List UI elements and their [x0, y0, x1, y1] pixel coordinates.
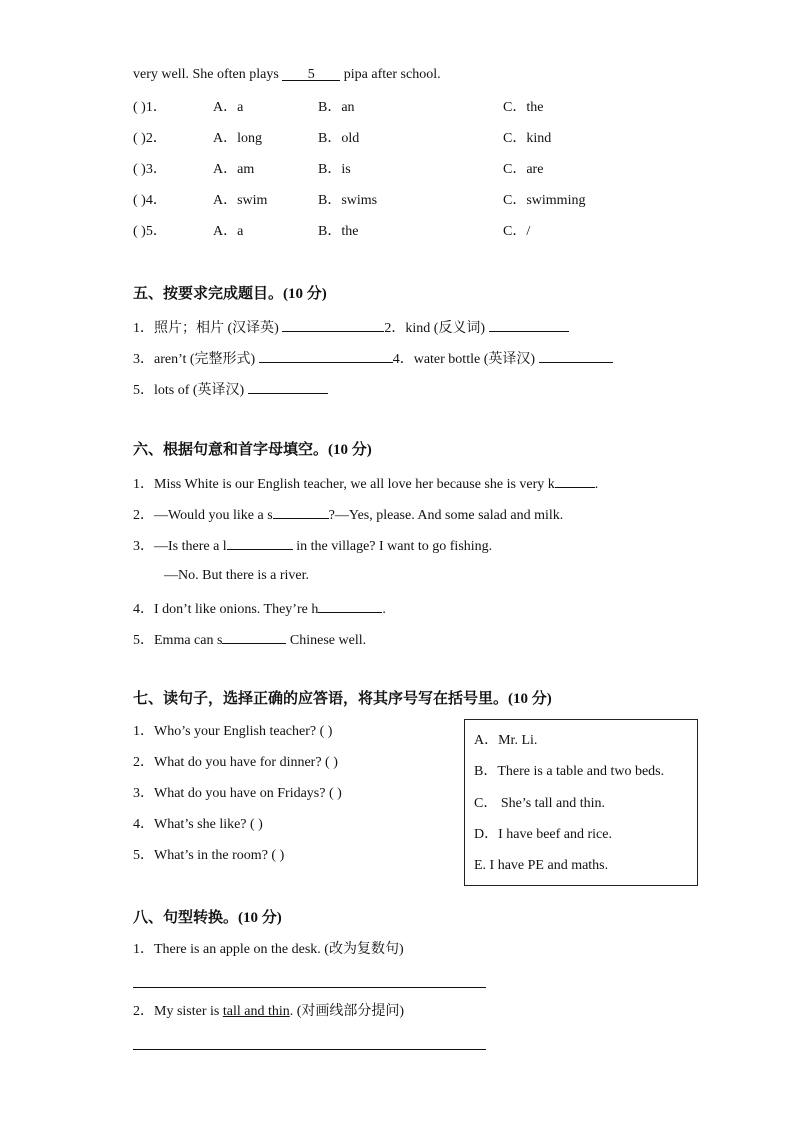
passage-blank-5[interactable]: 5: [282, 66, 340, 81]
s5-q1-blank[interactable]: [282, 317, 384, 332]
s6-q3-reply: —No. But there is a river.: [164, 568, 310, 583]
mc-paren-3[interactable]: ( )3．: [133, 162, 167, 177]
s8-q2-answer-line[interactable]: [133, 1049, 486, 1050]
s6-q1: [133, 473, 598, 494]
answer-option-b: B．There is a table and two beds.: [474, 764, 665, 779]
s6-q3-text: 3．—Is there a l: [133, 539, 227, 554]
mc-option-c-1: C．the: [503, 100, 544, 115]
s6-q4-text: 4．I don’t like onions. They’re h: [133, 602, 319, 617]
mc-option-a-3: A．am: [213, 162, 255, 177]
s5-q3-label: 3．aren’t (完整形式): [133, 352, 256, 367]
mc-option-b-1: B．an: [318, 100, 355, 115]
s6-q3: [133, 535, 492, 556]
mc-option-b-5: B．the: [318, 224, 359, 239]
mc-paren-4[interactable]: ( )4．: [133, 193, 167, 208]
s5-q4-blank[interactable]: [539, 348, 613, 363]
mc-option-b-2: B．old: [318, 131, 360, 146]
s8-q1-answer-line[interactable]: [133, 987, 486, 988]
s5-row-3: [133, 379, 328, 400]
s5-q2-label: 2．kind (反义词): [384, 321, 486, 336]
s7-question-4[interactable]: 4．What’s she like? ( ): [133, 817, 263, 832]
passage-text: very well. She often plays: [133, 67, 283, 82]
s6-q3-end: in the village? I want to go fishing.: [292, 539, 493, 554]
mc-option-b-3: B．is: [318, 162, 351, 177]
s6-q1-text: 1．Miss White is our English teacher, we all love her because she is very k: [133, 477, 555, 492]
mc-option-b-4: B．swims: [318, 193, 378, 208]
mc-option-a-1: A．a: [213, 100, 244, 115]
s6-q1-end: .: [594, 477, 599, 492]
mc-option-a-2: A．long: [213, 131, 262, 146]
s7-question-3[interactable]: 3．What do you have on Fridays? ( ): [133, 786, 342, 801]
s8-q2-text: 2．My sister is: [133, 1004, 223, 1019]
answer-option-c: C． She’s tall and thin.: [474, 796, 606, 811]
s6-q3-blank[interactable]: [227, 535, 293, 550]
passage-end-line: [133, 66, 441, 84]
mc-option-c-4: C．swimming: [503, 193, 586, 208]
s6-q2: [133, 504, 563, 525]
s8-q2-instruction: . (对画线部分提问): [289, 1004, 405, 1019]
mc-option-a-5: A．a: [213, 224, 244, 239]
s6-q1-blank[interactable]: [555, 473, 595, 488]
answer-option-d: D．I have beef and rice.: [474, 827, 612, 842]
mc-option-a-4: A．swim: [213, 193, 268, 208]
mc-option-c-5: C．/: [503, 224, 531, 239]
s6-q4: [133, 598, 386, 619]
s5-q4-label: 4．water bottle (英译汉): [392, 352, 536, 367]
s7-question-2[interactable]: 2．What do you have for dinner? ( ): [133, 755, 338, 770]
s5-row-1: [133, 317, 569, 338]
section-8-title: 八、句型转换。(10 分): [133, 910, 282, 926]
section-7-title: 七、读句子，选择正确的应答语，将其序号写在括号里。(10 分): [133, 691, 552, 707]
mc-paren-5[interactable]: ( )5．: [133, 224, 167, 239]
s5-q5-label: 5．lots of (英译汉): [133, 383, 245, 398]
s8-q2-underlined-part: tall and thin: [222, 1004, 290, 1019]
s6-q5-blank[interactable]: [222, 629, 286, 644]
s8-q1: 1．There is an apple on the desk. (改为复数句): [133, 942, 404, 957]
s7-question-1[interactable]: 1．Who’s your English teacher? ( ): [133, 724, 333, 739]
s6-q2-end: ?—Yes, please. And some salad and milk.: [328, 508, 564, 523]
passage-text-end: pipa after school.: [340, 67, 441, 82]
section-6-title: 六、根据句意和首字母填空。(10 分): [133, 442, 372, 458]
answer-option-a: A．Mr. Li.: [474, 733, 538, 748]
s8-q2: [133, 1003, 404, 1021]
mc-paren-1[interactable]: ( )1．: [133, 100, 167, 115]
answer-options-box: [464, 719, 698, 886]
s6-q2-text: 2．—Would you like a s: [133, 508, 273, 523]
s5-q2-blank[interactable]: [489, 317, 569, 332]
s6-q4-blank[interactable]: [318, 598, 382, 613]
s5-q3-blank[interactable]: [259, 348, 393, 363]
s5-row-2: [133, 348, 613, 369]
mc-option-c-2: C．kind: [503, 131, 552, 146]
s6-q4-end: .: [382, 602, 386, 617]
s6-q5-text: 5．Emma can s: [133, 633, 223, 648]
section-5-title: 五、按要求完成题目。(10 分): [133, 286, 327, 302]
answer-option-e: E. I have PE and maths.: [474, 858, 609, 873]
mc-option-c-3: C．are: [503, 162, 544, 177]
s7-question-5[interactable]: 5．What’s in the room? ( ): [133, 848, 285, 863]
s5-q5-blank[interactable]: [248, 379, 328, 394]
s6-q5: [133, 629, 366, 650]
mc-paren-2[interactable]: ( )2．: [133, 131, 167, 146]
s6-q5-end: Chinese well.: [286, 633, 367, 648]
s6-q2-blank[interactable]: [273, 504, 329, 519]
s5-q1-label: 1．照片；相片 (汉译英): [133, 321, 279, 336]
